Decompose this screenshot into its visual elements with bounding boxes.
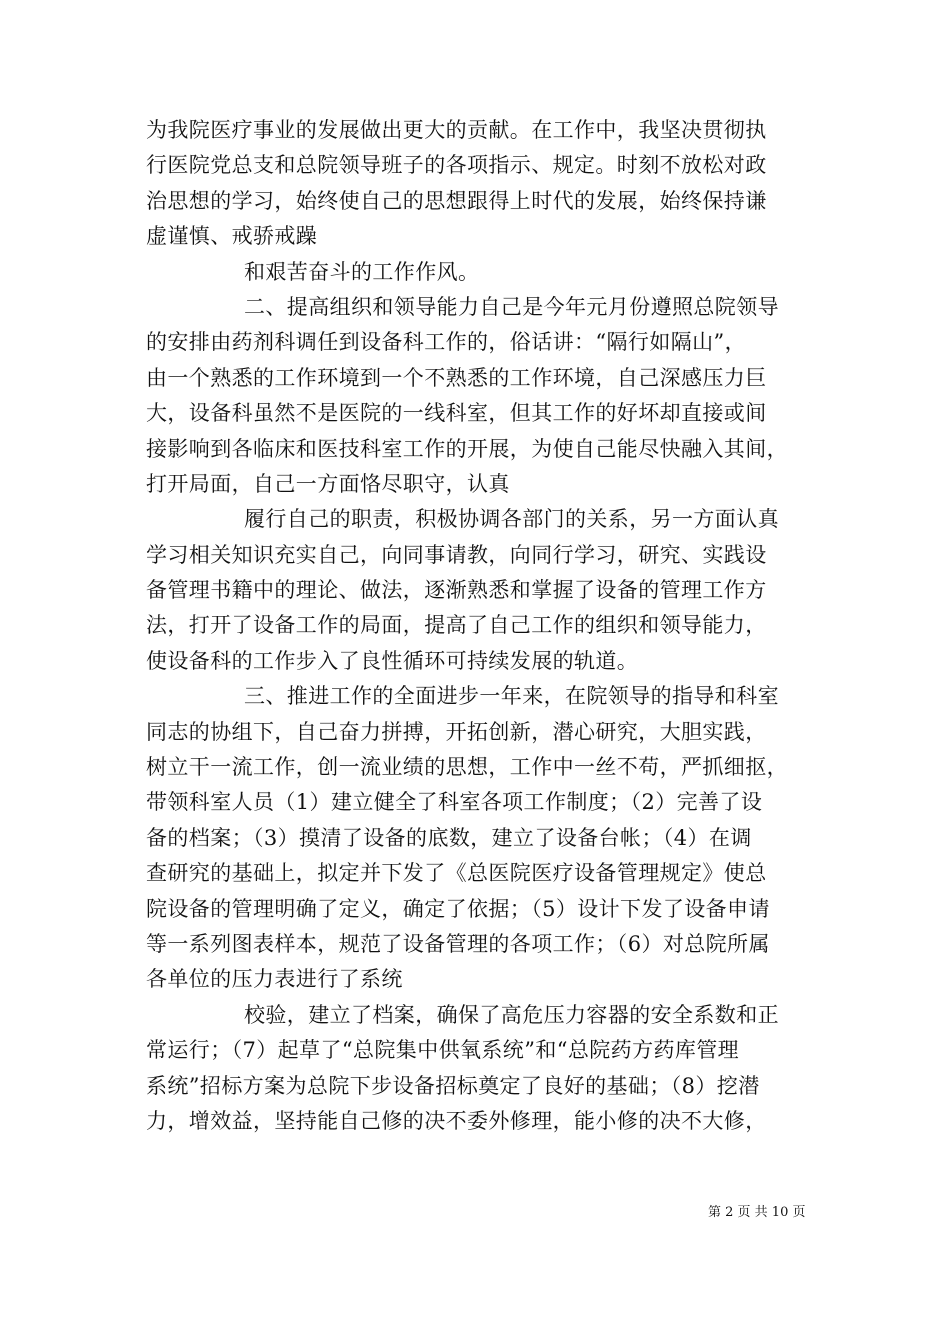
text-line: 常运行；（7）起草了“总院集中供氧系统”和“总院药方药库管理 bbox=[146, 1038, 740, 1063]
text-line: 查研究的基础上，拟定并下发了《总医院医疗设备管理规定》使总 bbox=[146, 861, 767, 886]
text-line: 使设备科的工作步入了良性循环可持续发展的轨道。 bbox=[146, 648, 639, 673]
text-line: 带领科室人员（1）建立健全了科室各项工作制度；（2）完善了设 bbox=[146, 790, 763, 815]
text-line: 树立干一流工作，创一流业绩的思想，工作中一丝不苟，严抓细抠， bbox=[146, 755, 788, 780]
text-line: 行医院党总支和总院领导班子的各项指示、规定。时刻不放松对政 bbox=[146, 153, 767, 178]
document-body bbox=[146, 113, 818, 1139]
section-heading-line: 二、提高组织和领导能力自己是今年元月份遵照总院领导 bbox=[244, 294, 779, 319]
text-line: 备的档案；（3）摸清了设备的底数，建立了设备台帐；（4）在调 bbox=[146, 825, 752, 850]
page-number-footer: 第 2 页 共 10 页 bbox=[708, 1205, 806, 1220]
text-line: 校验，建立了档案，确保了高危压力容器的安全系数和正 bbox=[244, 1002, 779, 1027]
text-line: 各单位的压力表进行了系统 bbox=[146, 967, 403, 992]
text-line: 备管理书籍中的理论、做法，逐渐熟悉和掌握了设备的管理工作方 bbox=[146, 578, 767, 603]
text-line: 为我院医疗事业的发展做出更大的贡献。在工作中，我坚决贯彻执 bbox=[146, 118, 767, 142]
text-line: 由一个熟悉的工作环境到一个不熟悉的工作环境，自己深感压力巨 bbox=[146, 365, 767, 390]
text-line: 接影响到各临床和医技科室工作的开展，为使自己能尽快融入其间， bbox=[146, 436, 788, 461]
text-line: 学习相关知识充实自己，向同事请教，向同行学习，研究、实践设 bbox=[146, 542, 767, 567]
text-line: 等一系列图表样本，规范了设备管理的各项工作；（6）对总院所属 bbox=[146, 931, 770, 956]
text-line: 力，增效益，坚持能自己修的决不委外修理，能小修的决不大修， bbox=[146, 1108, 767, 1133]
text-line: 和艰苦奋斗的工作作风。 bbox=[244, 259, 480, 284]
text-line: 系统”招标方案为总院下步设备招标奠定了良好的基础；（8）挖潜 bbox=[146, 1073, 760, 1098]
text-line: 虚谨慎、戒骄戒躁 bbox=[146, 224, 318, 249]
text-line: 大，设备科虽然不是医院的一线科室，但其工作的好坏却直接或间 bbox=[146, 401, 767, 426]
text-line: 的安排由药剂科调任到设备科工作的，俗话讲：“隔行如隔山”， bbox=[146, 330, 747, 355]
text-line: 打开局面，自己一方面恪尽职守，认真 bbox=[146, 471, 510, 496]
text-line: 院设备的管理明确了定义，确定了依据；（5）设计下发了设备申请 bbox=[146, 896, 770, 921]
text-line: 履行自己的职责，积极协调各部门的关系，另一方面认真 bbox=[244, 507, 779, 532]
text-line: 法，打开了设备工作的局面，提高了自己工作的组织和领导能力， bbox=[146, 613, 767, 638]
section-heading-line: 三、推进工作的全面进步一年来，在院领导的指导和科室 bbox=[244, 684, 779, 709]
text-line: 治思想的学习，始终使自己的思想跟得上时代的发展，始终保持谦 bbox=[146, 188, 767, 213]
text-line: 同志的协组下，自己奋力拼搏，开拓创新，潜心研究，大胆实践， bbox=[146, 719, 767, 744]
